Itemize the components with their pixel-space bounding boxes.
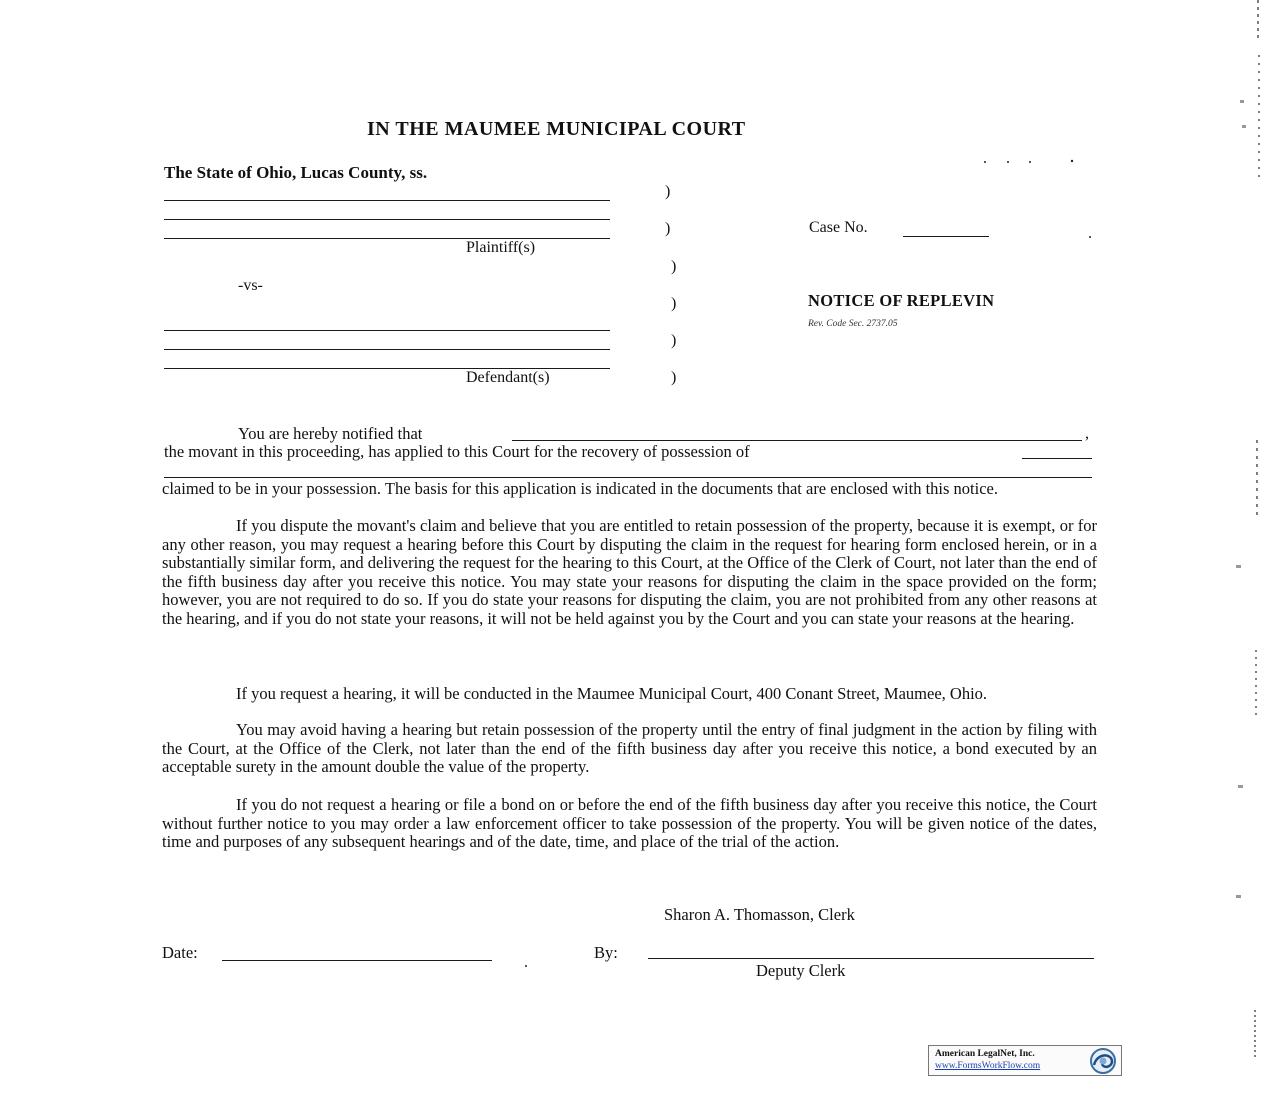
date-line xyxy=(222,960,492,961)
paragraph-dispute: If you dispute the movant's claim and believe that you are entitled to retain possession of the property, because it is exempt, or for any other reason, you may request a hearing before this Court by disputing the claim in the request for hearing form enclosed herein, or in a substantially similar form, and delivering the request for the hearing to this Court, at the Office of the Clerk of Court, not later than the end of the fifth business day after you receive this notice. You may state your reasons for disputing the claim in the space provided on the form; however, you are not required to do so. If you do state your reasons for disputing the claim, you are not prohibited from any other reasons at the hearing, and if you do not state your reasons, it will not be held against you by the Court and you can state your reasons at the hearing. xyxy=(162,516,1097,628)
case-no-label: Case No. xyxy=(809,219,868,236)
deputy-clerk-label: Deputy Clerk xyxy=(756,961,846,980)
aln-logo-link[interactable] xyxy=(928,1045,1122,1076)
movant-sentence: the movant in this proceeding, has applied to this Court for the recovery of possession of xyxy=(164,442,750,461)
plaintiff-line-1 xyxy=(164,200,610,201)
statute-reference: Rev. Code Sec. 2737.05 xyxy=(808,319,898,329)
signature-line xyxy=(648,958,1094,959)
paragraph-default: If you do not request a hearing or file a bond on or before the end of the fifth business day after you receive this notice, the Court without further notice to you may order a law enforcement officer to take possession of the property. You will be given notice of the dates, time and purposes of any subsequent hearings and of the date, time, and place of the trial of the action. xyxy=(162,795,1097,852)
defendant-line-2 xyxy=(164,349,610,350)
property-line-1 xyxy=(1022,458,1092,459)
clerk-name: Sharon A. Thomasson, Clerk xyxy=(664,905,855,924)
movant-line-comma: , xyxy=(1085,425,1089,442)
property-line-2 xyxy=(164,477,1092,478)
caption-paren: ) xyxy=(665,183,671,200)
versus-label: -vs- xyxy=(238,277,263,294)
caption-paren: ) xyxy=(671,295,677,312)
defendant-line-1 xyxy=(164,330,610,331)
logo-url: www.FormsWorkFlow.com xyxy=(935,1061,1041,1071)
case-no-line xyxy=(903,236,989,237)
plaintiff-line-3 xyxy=(164,238,610,239)
notice-title: NOTICE OF REPLEVIN xyxy=(808,291,995,310)
paragraph-bond: You may avoid having a hearing but retain possession of the property until the entry of final judgment in the action by filing with the Court, at the Office of the Clerk, not later than the end of the fifth business day after you receive this notice, a bond executed by an acceptable surety in the amount double the value of the property. xyxy=(162,720,1097,777)
caption-paren: ) xyxy=(671,332,677,349)
venue-line: The State of Ohio, Lucas County, ss. xyxy=(164,163,428,182)
defendant-label: Defendant(s) xyxy=(466,369,550,386)
plaintiff-line-2 xyxy=(164,219,610,220)
caption-paren: ) xyxy=(671,369,677,386)
paragraph-hearing-location: If you request a hearing, it will be conducted in the Maumee Municipal Court, 400 Conant Street, Maumee, Ohio. xyxy=(236,684,988,703)
caption-paren: ) xyxy=(665,220,671,237)
court-title: IN THE MAUMEE MUNICIPAL COURT xyxy=(367,118,746,140)
paragraph-possession: claimed to be in your possession. The basis for this application is indicated in the documents that are enclosed with this notice. xyxy=(162,479,998,498)
notified-lead: You are hereby notified that xyxy=(238,424,423,443)
logo-swirl-icon xyxy=(1085,1047,1119,1075)
date-label: Date: xyxy=(162,943,198,962)
caption-paren: ) xyxy=(671,258,677,275)
plaintiff-label: Plaintiff(s) xyxy=(466,239,536,256)
movant-name-line xyxy=(512,440,1082,441)
by-label: By: xyxy=(594,943,618,962)
logo-company: American LegalNet, Inc. xyxy=(935,1049,1035,1059)
